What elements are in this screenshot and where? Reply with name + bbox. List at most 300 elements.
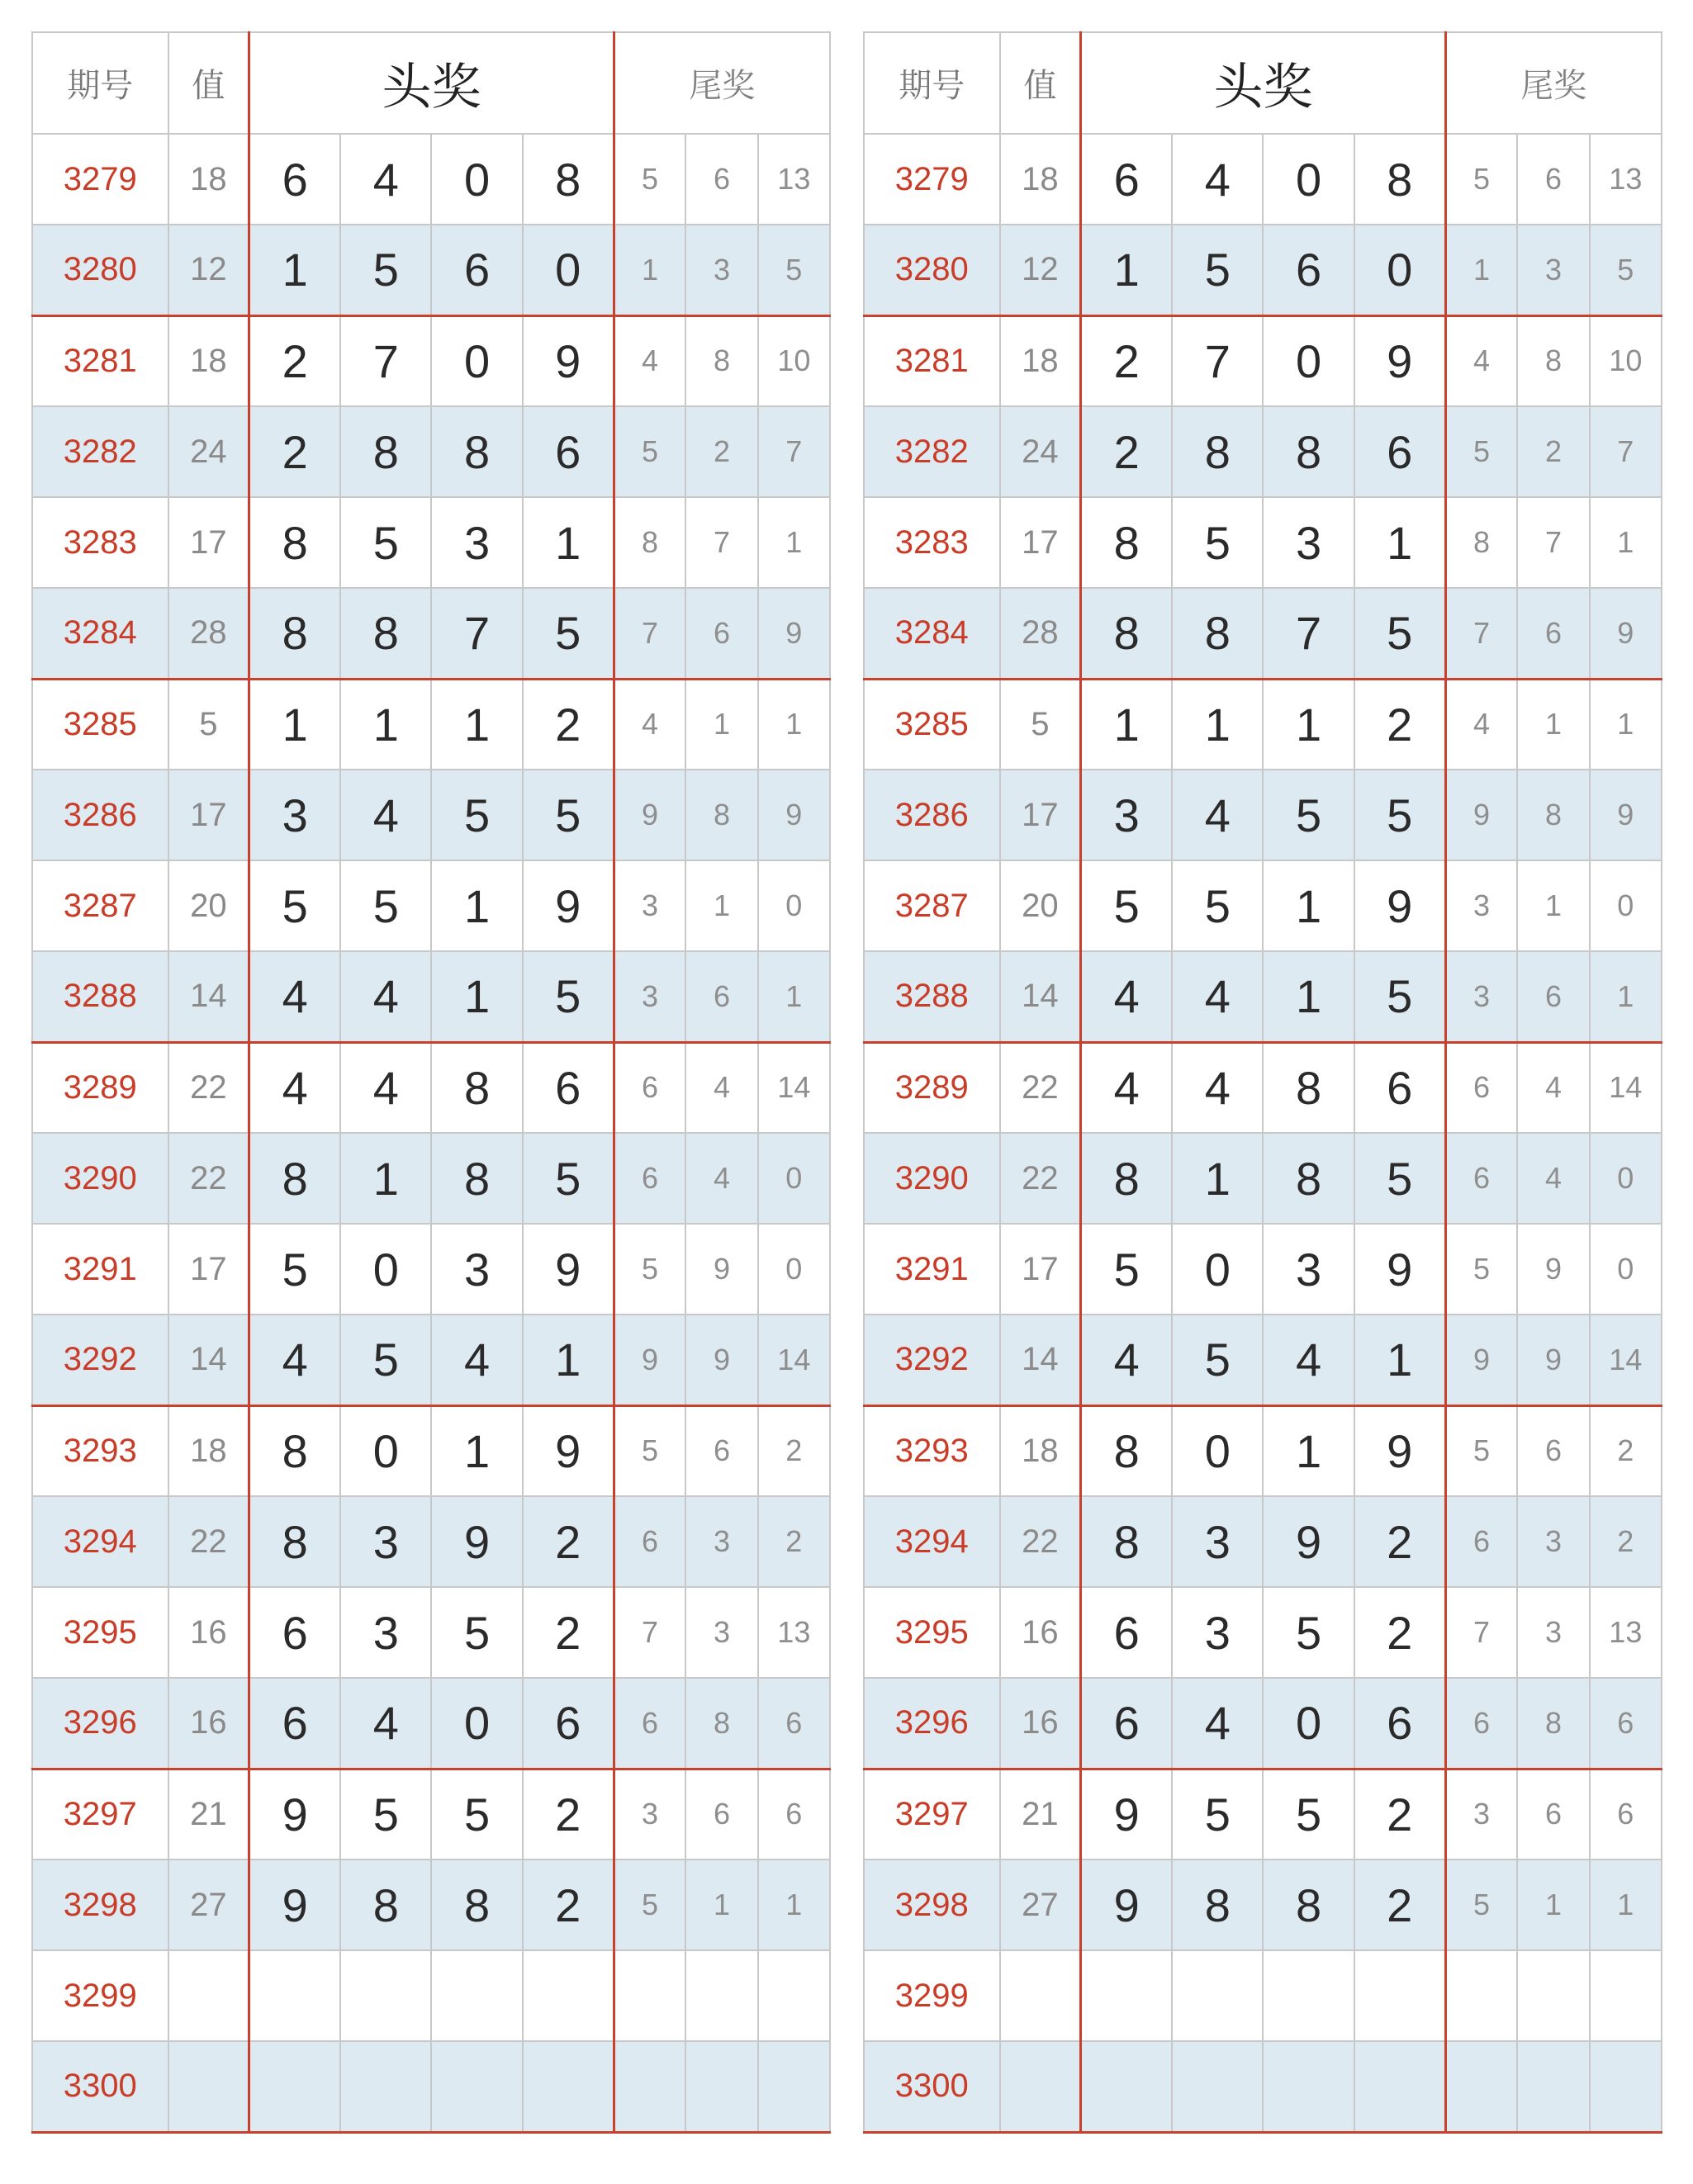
head-prize-digit: 4 [340, 1678, 431, 1769]
tail-prize-value: 7 [1445, 588, 1517, 679]
head-prize-digit: 5 [1354, 1133, 1445, 1224]
head-prize-digit: 0 [1263, 1678, 1354, 1769]
value-cell [1000, 2041, 1081, 2132]
tail-prize-value: 9 [1517, 1315, 1589, 1405]
head-prize-digit: 5 [431, 1587, 522, 1678]
head-prize-digit: 3 [431, 1224, 522, 1315]
head-prize-digit: 4 [1172, 770, 1263, 860]
head-prize-digit: 8 [523, 134, 614, 225]
period-cell: 3298 [864, 1859, 1000, 1950]
period-cell: 3293 [32, 1405, 168, 1496]
tail-prize-value: 1 [685, 679, 757, 770]
head-prize-digit: 5 [1172, 497, 1263, 588]
table-row [32, 860, 830, 951]
head-prize-digit: 0 [431, 315, 522, 406]
period-cell: 3295 [32, 1587, 168, 1678]
tail-prize-value: 1 [1590, 679, 1662, 770]
tail-prize-value: 6 [685, 951, 757, 1042]
head-prize-digit: 6 [1354, 1042, 1445, 1133]
value-cell: 22 [1000, 1133, 1081, 1224]
tail-prize-value: 14 [758, 1042, 830, 1133]
header-tail-prize: 尾奖 [1445, 32, 1662, 134]
header-value: 值 [1000, 32, 1081, 134]
tail-prize-value: 7 [614, 1587, 685, 1678]
value-cell: 22 [168, 1042, 249, 1133]
header-period: 期号 [864, 32, 1000, 134]
period-cell: 3294 [864, 1496, 1000, 1587]
tail-prize-value: 5 [614, 134, 685, 225]
head-prize-digit [431, 2041, 522, 2132]
tail-prize-value: 5 [614, 406, 685, 497]
tail-prize-value: 3 [1445, 951, 1517, 1042]
head-prize-digit: 5 [1172, 860, 1263, 951]
head-prize-digit: 2 [1354, 1769, 1445, 1859]
table-row [864, 134, 1662, 225]
head-prize-digit: 6 [1263, 225, 1354, 315]
period-cell: 3289 [32, 1042, 168, 1133]
tail-prize-value: 4 [685, 1042, 757, 1133]
table-row [32, 951, 830, 1042]
period-cell: 3298 [32, 1859, 168, 1950]
header-row [864, 32, 1662, 134]
head-prize-digit: 8 [1263, 1042, 1354, 1133]
head-prize-digit [1354, 1950, 1445, 2041]
head-prize-digit: 4 [249, 1315, 340, 1405]
tail-prize-value: 5 [1445, 134, 1517, 225]
tail-prize-value: 1 [1590, 497, 1662, 588]
tail-prize-value [1445, 1950, 1517, 2041]
head-prize-digit: 3 [249, 770, 340, 860]
value-cell: 17 [168, 770, 249, 860]
period-cell: 3297 [32, 1769, 168, 1859]
period-cell: 3290 [864, 1133, 1000, 1224]
table-row [864, 1769, 1662, 1859]
value-cell: 16 [1000, 1678, 1081, 1769]
value-cell: 18 [168, 134, 249, 225]
head-prize-digit: 1 [1263, 679, 1354, 770]
head-prize-digit: 4 [249, 951, 340, 1042]
head-prize-digit: 1 [1263, 860, 1354, 951]
tail-prize-value: 1 [1590, 951, 1662, 1042]
tail-prize-value: 0 [1590, 1133, 1662, 1224]
head-prize-digit: 0 [1263, 315, 1354, 406]
head-prize-digit: 4 [340, 951, 431, 1042]
head-prize-digit: 4 [1172, 951, 1263, 1042]
tail-prize-value: 5 [1445, 1224, 1517, 1315]
tail-prize-value: 4 [614, 679, 685, 770]
tail-prize-value: 3 [614, 951, 685, 1042]
tail-prize-value: 0 [758, 860, 830, 951]
table-row [32, 406, 830, 497]
head-prize-digit: 8 [1172, 588, 1263, 679]
table-row [32, 315, 830, 406]
head-prize-digit: 8 [340, 588, 431, 679]
head-prize-digit: 4 [249, 1042, 340, 1133]
period-cell: 3293 [864, 1405, 1000, 1496]
table-row [864, 1496, 1662, 1587]
head-prize-digit: 5 [1172, 225, 1263, 315]
tail-prize-value: 1 [758, 1859, 830, 1950]
head-prize-digit: 0 [523, 225, 614, 315]
tail-prize-value: 9 [1590, 770, 1662, 860]
table-row [32, 497, 830, 588]
tail-prize-value: 2 [1590, 1496, 1662, 1587]
period-cell: 3292 [864, 1315, 1000, 1405]
tail-prize-value: 9 [614, 1315, 685, 1405]
head-prize-digit: 5 [340, 1315, 431, 1405]
head-prize-digit: 1 [1172, 679, 1263, 770]
table-row [864, 2041, 1662, 2132]
head-prize-digit: 3 [1172, 1496, 1263, 1587]
value-cell: 14 [168, 951, 249, 1042]
tail-prize-value: 9 [758, 770, 830, 860]
tail-prize-value [614, 1950, 685, 2041]
tail-prize-value [1517, 2041, 1589, 2132]
head-prize-digit: 2 [523, 679, 614, 770]
head-prize-digit: 5 [1354, 951, 1445, 1042]
table-row [32, 1859, 830, 1950]
head-prize-digit: 6 [523, 406, 614, 497]
head-prize-digit: 3 [1172, 1587, 1263, 1678]
header-head-prize: 头奖 [1081, 32, 1445, 134]
period-cell: 3299 [864, 1950, 1000, 2041]
tail-prize-value: 3 [614, 860, 685, 951]
tail-prize-value: 9 [685, 1224, 757, 1315]
tail-prize-value: 3 [614, 1769, 685, 1859]
tail-prize-value: 5 [614, 1405, 685, 1496]
tail-prize-value: 7 [1445, 1587, 1517, 1678]
period-cell: 3299 [32, 1950, 168, 2041]
head-prize-digit: 0 [340, 1405, 431, 1496]
tail-prize-value: 1 [758, 951, 830, 1042]
tail-prize-value: 6 [1445, 1678, 1517, 1769]
period-cell: 3281 [32, 315, 168, 406]
table-row [32, 1950, 830, 2041]
head-prize-digit: 8 [249, 1496, 340, 1587]
head-prize-digit: 9 [249, 1859, 340, 1950]
tail-prize-value: 6 [758, 1678, 830, 1769]
tail-prize-value: 13 [758, 134, 830, 225]
period-cell: 3288 [864, 951, 1000, 1042]
table-row [32, 134, 830, 225]
table-row [32, 1224, 830, 1315]
tail-prize-value: 0 [1590, 1224, 1662, 1315]
tail-prize-value: 6 [1445, 1133, 1517, 1224]
head-prize-digit: 6 [249, 1678, 340, 1769]
head-prize-digit: 1 [1172, 1133, 1263, 1224]
value-cell: 27 [168, 1859, 249, 1950]
tail-prize-value: 1 [1590, 1859, 1662, 1950]
head-prize-digit: 8 [340, 406, 431, 497]
head-prize-digit: 1 [1263, 951, 1354, 1042]
tail-prize-value: 1 [758, 497, 830, 588]
value-cell: 21 [168, 1769, 249, 1859]
tail-prize-value: 3 [1445, 1769, 1517, 1859]
head-prize-digit: 0 [1354, 225, 1445, 315]
tail-prize-value: 8 [1517, 315, 1589, 406]
tail-prize-value: 7 [1517, 497, 1589, 588]
period-cell: 3279 [32, 134, 168, 225]
value-cell: 16 [168, 1587, 249, 1678]
value-cell: 18 [1000, 315, 1081, 406]
head-prize-digit: 2 [1354, 1587, 1445, 1678]
head-prize-digit: 8 [1354, 134, 1445, 225]
tail-prize-value: 1 [1445, 225, 1517, 315]
head-prize-digit: 8 [1263, 1133, 1354, 1224]
tail-prize-value: 6 [614, 1678, 685, 1769]
tail-prize-value: 8 [614, 497, 685, 588]
period-cell: 3292 [32, 1315, 168, 1405]
head-prize-digit: 6 [523, 1678, 614, 1769]
value-cell: 24 [168, 406, 249, 497]
tail-prize-value: 6 [1445, 1496, 1517, 1587]
head-prize-digit: 8 [1081, 588, 1172, 679]
head-prize-digit: 1 [1081, 679, 1172, 770]
head-prize-digit: 7 [431, 588, 522, 679]
tail-prize-value: 5 [1445, 1859, 1517, 1950]
tail-prize-value: 7 [1590, 406, 1662, 497]
tail-prize-value: 7 [685, 497, 757, 588]
head-prize-digit: 8 [249, 497, 340, 588]
tail-prize-value: 7 [614, 588, 685, 679]
head-prize-digit: 8 [431, 1042, 522, 1133]
head-prize-digit: 6 [1081, 1678, 1172, 1769]
value-cell: 27 [1000, 1859, 1081, 1950]
head-prize-digit: 2 [523, 1859, 614, 1950]
head-prize-digit: 6 [1354, 1678, 1445, 1769]
period-cell: 3288 [32, 951, 168, 1042]
value-cell: 17 [168, 1224, 249, 1315]
table-row [864, 1405, 1662, 1496]
header-head-prize: 头奖 [249, 32, 614, 134]
tail-prize-value: 1 [685, 860, 757, 951]
value-cell: 5 [168, 679, 249, 770]
tail-prize-value: 6 [1517, 588, 1589, 679]
tail-prize-value: 5 [1445, 406, 1517, 497]
period-cell: 3283 [864, 497, 1000, 588]
head-prize-digit: 4 [340, 770, 431, 860]
tail-prize-value: 3 [1517, 1496, 1589, 1587]
head-prize-digit: 6 [1354, 406, 1445, 497]
tail-prize-value [685, 2041, 757, 2132]
tail-prize-value: 2 [758, 1496, 830, 1587]
period-cell: 3300 [864, 2041, 1000, 2132]
head-prize-digit: 8 [1081, 1496, 1172, 1587]
head-prize-digit: 1 [523, 1315, 614, 1405]
tail-prize-value: 2 [1590, 1405, 1662, 1496]
head-prize-digit: 1 [431, 951, 522, 1042]
tail-prize-value: 5 [1445, 1405, 1517, 1496]
head-prize-digit: 9 [1354, 860, 1445, 951]
head-prize-digit: 8 [249, 1133, 340, 1224]
tail-prize-value: 1 [685, 1859, 757, 1950]
period-cell: 3280 [864, 225, 1000, 315]
tail-prize-value: 8 [685, 770, 757, 860]
tail-prize-value: 6 [685, 1769, 757, 1859]
table-row [32, 1496, 830, 1587]
head-prize-digit: 5 [340, 1769, 431, 1859]
value-cell: 28 [1000, 588, 1081, 679]
head-prize-digit: 5 [249, 1224, 340, 1315]
head-prize-digit: 4 [1172, 134, 1263, 225]
tail-prize-value: 9 [758, 588, 830, 679]
head-prize-digit: 5 [340, 860, 431, 951]
head-prize-digit: 9 [523, 315, 614, 406]
tail-prize-value: 14 [1590, 1042, 1662, 1133]
period-cell: 3284 [32, 588, 168, 679]
value-cell: 22 [168, 1133, 249, 1224]
table-row [864, 1133, 1662, 1224]
value-cell: 14 [1000, 1315, 1081, 1405]
head-prize-digit: 4 [340, 134, 431, 225]
value-cell: 16 [168, 1678, 249, 1769]
head-prize-digit: 2 [1354, 679, 1445, 770]
head-prize-digit: 2 [523, 1587, 614, 1678]
period-cell: 3286 [864, 770, 1000, 860]
head-prize-digit: 9 [431, 1496, 522, 1587]
tail-prize-value: 3 [1517, 1587, 1589, 1678]
head-prize-digit: 7 [340, 315, 431, 406]
head-prize-digit [1263, 2041, 1354, 2132]
head-prize-digit: 5 [1354, 770, 1445, 860]
period-cell: 3279 [864, 134, 1000, 225]
head-prize-digit [523, 1950, 614, 2041]
value-cell: 17 [1000, 1224, 1081, 1315]
head-prize-digit: 6 [1081, 1587, 1172, 1678]
tail-prize-value: 9 [1445, 1315, 1517, 1405]
head-prize-digit: 3 [340, 1496, 431, 1587]
tail-prize-value: 10 [1590, 315, 1662, 406]
head-prize-digit: 1 [249, 679, 340, 770]
table-row [864, 770, 1662, 860]
head-prize-digit: 0 [431, 134, 522, 225]
head-prize-digit: 9 [1081, 1859, 1172, 1950]
head-prize-digit: 8 [249, 1405, 340, 1496]
head-prize-digit: 2 [249, 315, 340, 406]
head-prize-digit: 4 [1263, 1315, 1354, 1405]
period-cell: 3289 [864, 1042, 1000, 1133]
table-row [32, 1042, 830, 1133]
tail-prize-value: 3 [685, 225, 757, 315]
head-prize-digit: 5 [1263, 1587, 1354, 1678]
tail-prize-value: 5 [758, 225, 830, 315]
header-period: 期号 [32, 32, 168, 134]
head-prize-digit [431, 1950, 522, 2041]
header-tail-prize: 尾奖 [614, 32, 830, 134]
head-prize-digit: 5 [1081, 1224, 1172, 1315]
tail-prize-value: 6 [1517, 1769, 1589, 1859]
header-row [32, 32, 830, 134]
head-prize-digit: 0 [431, 1678, 522, 1769]
tail-prize-value: 9 [685, 1315, 757, 1405]
head-prize-digit: 1 [340, 679, 431, 770]
table-row [864, 860, 1662, 951]
value-cell: 12 [168, 225, 249, 315]
head-prize-digit: 5 [1172, 1315, 1263, 1405]
table-row [864, 1950, 1662, 2041]
tail-prize-value [758, 2041, 830, 2132]
table-row [864, 1315, 1662, 1405]
tail-prize-value: 6 [758, 1769, 830, 1859]
table-row [864, 1859, 1662, 1950]
head-prize-digit: 2 [249, 406, 340, 497]
value-cell: 18 [168, 1405, 249, 1496]
head-prize-digit: 5 [523, 770, 614, 860]
period-cell: 3287 [32, 860, 168, 951]
head-prize-digit: 8 [340, 1859, 431, 1950]
table-row [864, 1042, 1662, 1133]
head-prize-digit: 5 [1081, 860, 1172, 951]
head-prize-digit [340, 1950, 431, 2041]
tail-prize-value: 4 [1445, 679, 1517, 770]
period-cell: 3284 [864, 588, 1000, 679]
head-prize-digit: 9 [1081, 1769, 1172, 1859]
head-prize-digit: 1 [1081, 225, 1172, 315]
table-row [32, 1315, 830, 1405]
head-prize-digit: 5 [1172, 1769, 1263, 1859]
head-prize-digit: 9 [523, 1405, 614, 1496]
table-row [864, 1587, 1662, 1678]
tail-prize-value: 14 [758, 1315, 830, 1405]
tail-prize-value: 1 [1517, 860, 1589, 951]
table-row [864, 315, 1662, 406]
value-cell [168, 1950, 249, 2041]
value-cell: 28 [168, 588, 249, 679]
head-prize-digit: 2 [1081, 315, 1172, 406]
head-prize-digit: 4 [340, 1042, 431, 1133]
head-prize-digit: 9 [1354, 1405, 1445, 1496]
value-cell: 18 [168, 315, 249, 406]
period-cell: 3290 [32, 1133, 168, 1224]
head-prize-digit: 5 [523, 951, 614, 1042]
value-cell [168, 2041, 249, 2132]
value-cell: 16 [1000, 1587, 1081, 1678]
head-prize-digit: 6 [523, 1042, 614, 1133]
head-prize-digit: 9 [1354, 1224, 1445, 1315]
head-prize-digit [1081, 2041, 1172, 2132]
head-prize-digit: 1 [1354, 1315, 1445, 1405]
head-prize-digit: 4 [431, 1315, 522, 1405]
tail-prize-value: 3 [685, 1496, 757, 1587]
tail-prize-value: 6 [1445, 1042, 1517, 1133]
tail-prize-value: 8 [1445, 497, 1517, 588]
table-row [864, 679, 1662, 770]
period-cell: 3295 [864, 1587, 1000, 1678]
tail-prize-value: 6 [1517, 1405, 1589, 1496]
tail-prize-value: 6 [685, 134, 757, 225]
tail-prize-value: 4 [614, 315, 685, 406]
head-prize-digit: 5 [523, 1133, 614, 1224]
tail-prize-value: 13 [758, 1587, 830, 1678]
head-prize-digit: 2 [1081, 406, 1172, 497]
tail-prize-value: 1 [1517, 679, 1589, 770]
period-cell: 3285 [864, 679, 1000, 770]
period-cell: 3296 [864, 1678, 1000, 1769]
head-prize-digit: 5 [431, 770, 522, 860]
value-cell: 17 [168, 497, 249, 588]
head-prize-digit: 2 [1354, 1859, 1445, 1950]
table-row [864, 225, 1662, 315]
tail-prize-value: 8 [1517, 770, 1589, 860]
period-cell: 3283 [32, 497, 168, 588]
head-prize-digit [523, 2041, 614, 2132]
tail-prize-value: 2 [758, 1405, 830, 1496]
period-cell: 3282 [864, 406, 1000, 497]
value-cell: 5 [1000, 679, 1081, 770]
tail-prize-value: 2 [1517, 406, 1589, 497]
value-cell: 17 [1000, 497, 1081, 588]
head-prize-digit: 8 [1263, 406, 1354, 497]
